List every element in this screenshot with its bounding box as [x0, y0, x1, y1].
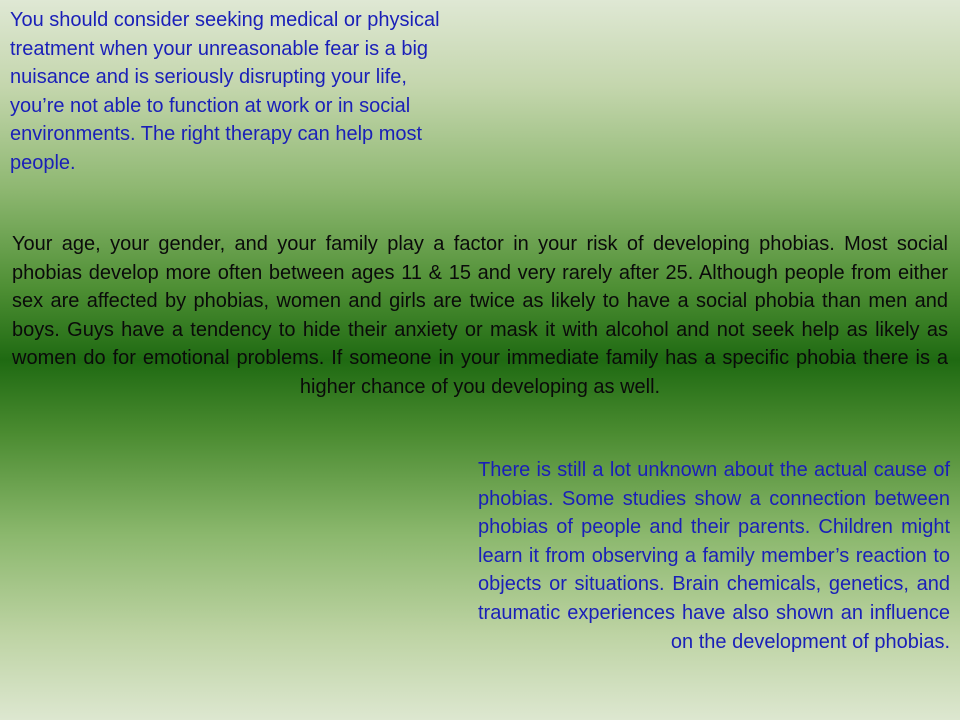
treatment-advice-paragraph: You should consider seeking medical or physical treatment when your unreasonable fear is a big nuisance and is seriously disrupting your life, you’re not able to function at work or in social environments. The right therapy can help most people. — [10, 9, 440, 174]
phobia-causes-paragraph: There is still a lot unknown about the actual cause of phobias. Some studies show a connection between phobias of people and their parents. Children might learn it from observing a family member’s reaction to objects or situations. Brain chemicals, genetics, and traumatic experiences have also shown an influence on the development of phobias. — [478, 459, 950, 653]
risk-factors-paragraph: Your age, your gender, and your family play a factor in your risk of developing phobias. Most social phobias develop more often between ages 11 & 15 and very rarely after 25. Although people from either sex are affected by phobias, women and girls are twice as likely to have a social phobia than men and boys. Guys have a tendency to hide their anxiety or mask it with alcohol and not seek help as likely as women do for emotional problems. If someone in your immediate family has a specific phobia there is a higher chance of you developing as well. — [12, 233, 948, 398]
